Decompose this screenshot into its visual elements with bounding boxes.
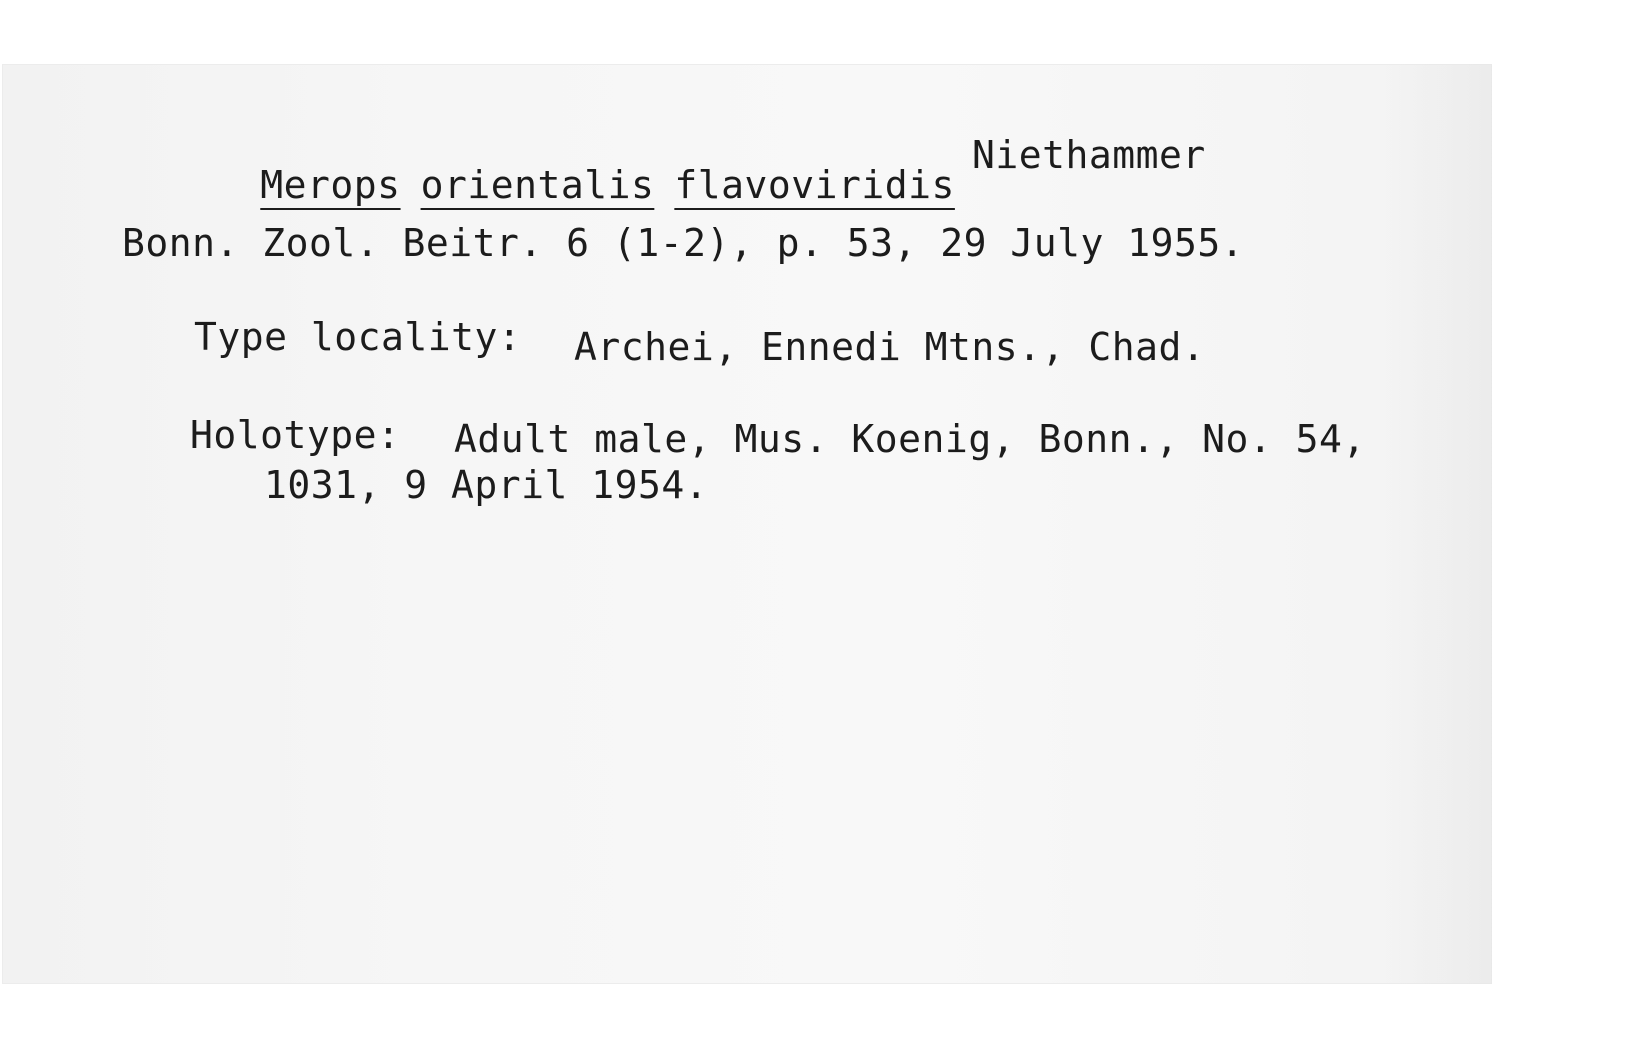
holotype-label: Holotype: <box>190 413 401 457</box>
citation: Bonn. Zool. Beitr. 6 (1-2), p. 53, 29 July 1955. <box>122 221 1245 265</box>
holotype-line-2: 1031, 9 April 1954. <box>264 463 709 507</box>
author-name: Niethammer <box>972 133 1206 177</box>
subspecies-name: flavoviridis <box>674 163 955 207</box>
type-locality-label: Type locality: <box>194 315 522 359</box>
species-name: orientalis <box>420 163 655 207</box>
genus-name: Merops <box>260 163 401 207</box>
type-locality-value: Archei, Ennedi Mtns., Chad. <box>574 325 1206 369</box>
index-card <box>2 64 1492 984</box>
holotype-line-1: Adult male, Mus. Koenig, Bonn., No. 54, <box>454 417 1366 461</box>
